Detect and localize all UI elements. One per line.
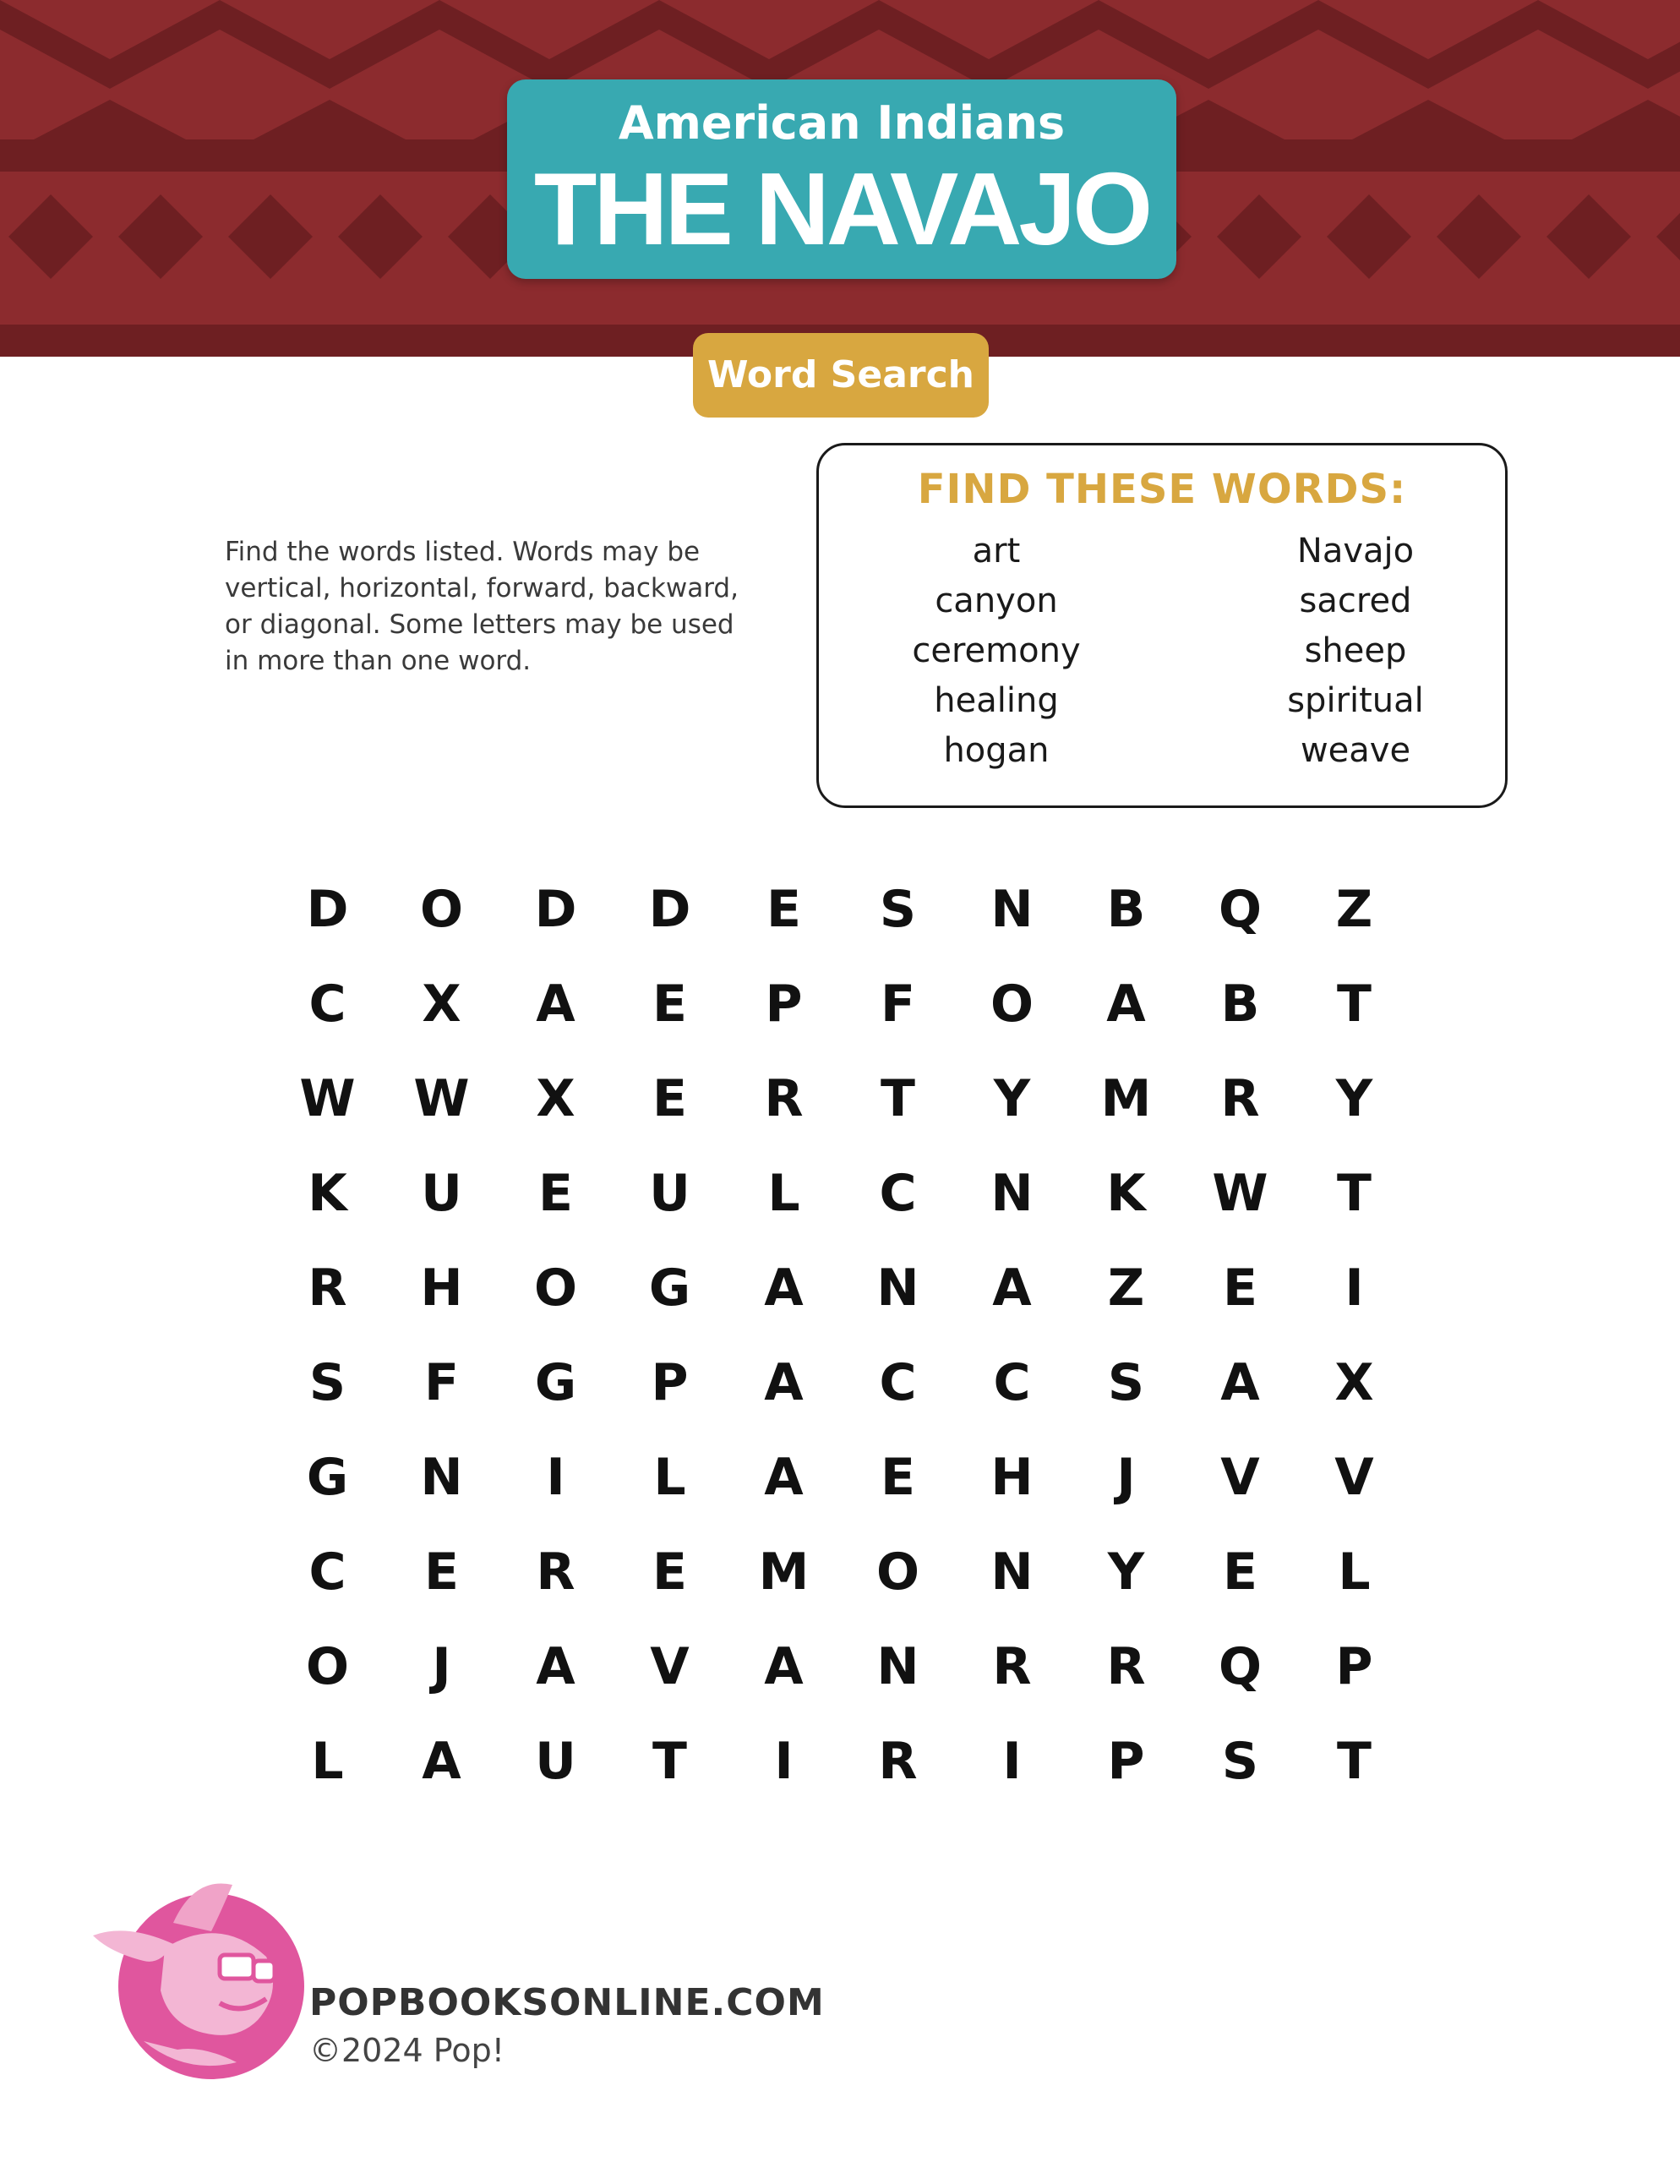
- page-title: THE NAVAJO: [533, 151, 1150, 266]
- grid-letter: D: [306, 880, 349, 939]
- grid-letter: T: [1337, 1164, 1372, 1223]
- grid-letter: N: [990, 880, 1034, 939]
- grid-letter: A: [992, 1259, 1032, 1318]
- grid-letter: I: [774, 1732, 794, 1791]
- grid-letter: E: [766, 880, 801, 939]
- grid-letter: N: [876, 1259, 919, 1318]
- grid-letter: Y: [1335, 1069, 1373, 1128]
- grid-letter: K: [1106, 1164, 1146, 1223]
- grid-letter: I: [546, 1448, 565, 1507]
- grid-letter: M: [758, 1542, 810, 1602]
- grid-letter: D: [648, 880, 691, 939]
- grid-letter: F: [881, 975, 915, 1034]
- grid-letter: J: [432, 1637, 451, 1696]
- grid-letter: N: [876, 1637, 919, 1696]
- word-search-grid: [270, 862, 1386, 1809]
- grid-letter: Z: [1107, 1259, 1145, 1318]
- website-link[interactable]: POPBOOKSONLINE.COM: [309, 1981, 825, 2024]
- grid-letter: W: [1212, 1164, 1268, 1223]
- grid-letter: R: [1220, 1069, 1260, 1128]
- grid-letter: D: [534, 880, 577, 939]
- instructions-text: Find the words listed. Words may be vertical, horizontal, forward, backward, or diagonal. Some letters may be used in more than one word.: [225, 537, 739, 676]
- grid-letter: S: [1107, 1353, 1145, 1412]
- grid-letter: Y: [993, 1069, 1031, 1128]
- word-item: canyon: [935, 581, 1058, 620]
- word-item: sacred: [1299, 581, 1412, 620]
- grid-letter: N: [990, 1164, 1034, 1223]
- grid-letter: U: [421, 1164, 462, 1223]
- title-box: [507, 79, 1176, 279]
- grid-letter: B: [1106, 880, 1146, 939]
- word-list-right: [1216, 527, 1495, 776]
- grid-letter: P: [765, 975, 803, 1034]
- word-list-box: [816, 443, 1508, 808]
- grid-letter: E: [424, 1542, 459, 1602]
- grid-letter: S: [1221, 1732, 1259, 1791]
- grid-letter: X: [422, 975, 461, 1034]
- grid-letter: Y: [1107, 1542, 1145, 1602]
- grid-letter: R: [536, 1542, 575, 1602]
- grid-letter: A: [764, 1353, 804, 1412]
- grid-letter: P: [1107, 1732, 1145, 1791]
- copyright-text: ©2024 Pop!: [309, 2032, 505, 2069]
- grid-letter: O: [305, 1637, 349, 1696]
- grid-letter: G: [534, 1353, 577, 1412]
- grid-letter: U: [649, 1164, 690, 1223]
- grid-letter: X: [536, 1069, 575, 1128]
- grid-letter: A: [1220, 1353, 1260, 1412]
- grid-letter: W: [299, 1069, 356, 1128]
- grid-letter: V: [1220, 1448, 1260, 1507]
- pop-kangaroo-logo-icon: [93, 1864, 313, 2083]
- grid-letter: E: [1223, 1259, 1257, 1318]
- word-item: art: [972, 532, 1021, 571]
- grid-letter: V: [1334, 1448, 1374, 1507]
- grid-letter: E: [652, 975, 687, 1034]
- grid-letter: O: [533, 1259, 577, 1318]
- grid-letter: E: [652, 1542, 687, 1602]
- grid-letter: L: [311, 1732, 344, 1791]
- title-subtitle: American Indians: [618, 96, 1066, 150]
- grid-letter: K: [308, 1164, 347, 1223]
- grid-letter: J: [1116, 1448, 1136, 1507]
- grid-letter: N: [420, 1448, 463, 1507]
- grid-letter: T: [881, 1069, 915, 1128]
- grid-letter: F: [424, 1353, 459, 1412]
- grid-letter: R: [878, 1732, 918, 1791]
- grid-letter: R: [308, 1259, 347, 1318]
- grid-letter: R: [1106, 1637, 1146, 1696]
- word-item: ceremony: [912, 631, 1081, 670]
- grid-letter: O: [875, 1542, 919, 1602]
- word-list-left: [857, 527, 1136, 776]
- grid-letter: A: [536, 975, 575, 1034]
- grid-letter: E: [538, 1164, 573, 1223]
- grid-letter: M: [1100, 1069, 1152, 1128]
- grid-letter: L: [1338, 1542, 1371, 1602]
- grid-letter: Z: [1335, 880, 1373, 939]
- grid-letter: L: [767, 1164, 800, 1223]
- word-list-title: FIND THESE WORDS:: [917, 466, 1407, 513]
- grid-letter: H: [990, 1448, 1034, 1507]
- grid-letter: T: [1337, 1732, 1372, 1791]
- grid-letter: N: [990, 1542, 1034, 1602]
- grid-letter: A: [764, 1637, 804, 1696]
- grid-letter: E: [881, 1448, 915, 1507]
- grid-letter: G: [306, 1448, 349, 1507]
- grid-letter: E: [652, 1069, 687, 1128]
- section-tag: Word Search: [693, 333, 989, 418]
- word-item: hogan: [943, 731, 1050, 770]
- grid-letter: C: [879, 1164, 917, 1223]
- grid-letter: R: [992, 1637, 1032, 1696]
- grid-letter: T: [1337, 975, 1372, 1034]
- grid-letter: O: [419, 880, 463, 939]
- grid-letter: P: [651, 1353, 689, 1412]
- grid-letter: Q: [1218, 1637, 1262, 1696]
- grid-letter: E: [1223, 1542, 1257, 1602]
- grid-letter: U: [535, 1732, 576, 1791]
- grid-letter: Q: [1218, 880, 1262, 939]
- grid-letter: R: [764, 1069, 804, 1128]
- grid-letter: C: [308, 1542, 346, 1602]
- grid-letter: I: [1345, 1259, 1364, 1318]
- grid-letter: L: [653, 1448, 686, 1507]
- grid-letter: C: [993, 1353, 1031, 1412]
- word-item: weave: [1300, 731, 1411, 770]
- grid-letter: X: [1334, 1353, 1374, 1412]
- grid-letter: W: [413, 1069, 470, 1128]
- grid-letter: A: [764, 1448, 804, 1507]
- grid-letter: C: [879, 1353, 917, 1412]
- word-item: spiritual: [1287, 681, 1424, 720]
- grid-letter: V: [650, 1637, 690, 1696]
- grid-letter: O: [990, 975, 1034, 1034]
- grid-letter: A: [422, 1732, 461, 1791]
- grid-letter: G: [648, 1259, 691, 1318]
- word-item: Navajo: [1296, 532, 1415, 571]
- grid-letter: S: [879, 880, 917, 939]
- grid-letter: C: [308, 975, 346, 1034]
- grid-letter: T: [652, 1732, 687, 1791]
- word-item: healing: [934, 681, 1059, 720]
- grid-letter: H: [420, 1259, 463, 1318]
- grid-letter: A: [764, 1259, 804, 1318]
- grid-letter: A: [1106, 975, 1146, 1034]
- grid-letter: B: [1220, 975, 1260, 1034]
- grid-letter: A: [536, 1637, 575, 1696]
- grid-letter: P: [1335, 1637, 1373, 1696]
- word-item: sheep: [1304, 631, 1407, 670]
- grid-letter: I: [1002, 1732, 1022, 1791]
- grid-letter: S: [308, 1353, 346, 1412]
